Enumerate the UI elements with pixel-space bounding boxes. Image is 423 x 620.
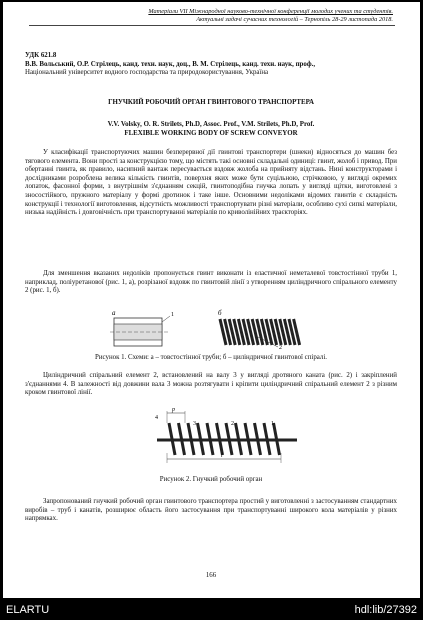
- fig2-callout-3: 3: [193, 421, 196, 427]
- authors-en: V.V. Volsky, O. R. Strilets, Ph.D, Assoc. Prof., V.M. Strilets, Ph.D, Prof.: [107, 121, 315, 128]
- paragraph-4: Запропонований гнучкий робочий орган гвинтового транспортера простий у виготовленні з застосуванням стандартних виробів – труб і канатів, розширює область його застосування при транспортуванні широкого кола матеріалів у різних напрямках.: [25, 498, 397, 523]
- figure-2: [153, 403, 303, 473]
- fig2-callout-2: 2: [231, 421, 234, 427]
- udk-code: УДК 621.8: [25, 52, 57, 59]
- paragraph-3: Циліндричний спіральний елемент 2, встановлений на валу 3 у вигляді дротяного каната (рис. 2) і закріплений з'єднаннями 4. В залежності від довжини вала 3 можна розтягувати і кріпити циліндричний спіральний елемент 2 з різним кроком гвинтової лінії.: [25, 372, 397, 397]
- running-header: [33, 8, 393, 24]
- footer-right-handle: hdl:lib/27392: [354, 604, 417, 616]
- title-ua: ГНУЧКИЙ РОБОЧИЙ ОРГАН ГВИНТОВОГО ТРАНСПОРТЕРА: [108, 99, 314, 106]
- fig1-label-b: б: [218, 309, 222, 317]
- fig1-callout-1: 1: [171, 312, 174, 318]
- repository-footer: [0, 600, 423, 620]
- figure-1: [108, 307, 358, 352]
- figure-2-caption: Рисунок 2. Гнучкий робочий орган: [159, 476, 263, 483]
- page-number: 166: [205, 572, 217, 579]
- fig2-dim-l: l: [221, 453, 223, 459]
- spiral-element-drawing: [220, 319, 300, 345]
- fig2-callout-4: 4: [155, 415, 158, 421]
- authors-ua: В.В. Вольський, О.Р. Стрілець, канд. техн. наук, доц., В. М. Стрілець, канд. техн. наук, проф.,: [25, 60, 316, 68]
- header-rule: [29, 25, 395, 26]
- title-en: FLEXIBLE WORKING BODY OF SCREW CONVEYOR: [124, 129, 298, 137]
- footer-left-label: ELARTU: [6, 604, 50, 616]
- fig1-label-a: а: [112, 309, 116, 317]
- fig1-callout-2: 2: [279, 345, 282, 351]
- header-line-1: Матеріали VII Міжнародної науково-технічної конференції молодих учених та студентів.: [148, 8, 393, 15]
- fig2-dim-p: p: [172, 407, 175, 413]
- thick-wall-tube-drawing: [110, 312, 174, 346]
- header-line-2: Актуальні задачі сучасних технологій – Тернопіль 28-29 листопада 2018.: [196, 16, 393, 23]
- paragraph-1: У класифікації транспортуючих машин безперервної дії гвинтові транспортери (шнеки) відносяться до машин без тягового елемента. Вони прості за конструкцією тому, що містять такі основні складальні одиниці: гвинт, жолоб і привод. При обертанні гвинта, як правило, насипний вантаж пересувається вздовж жолоба на прийняту відстань. Нині конструкторами і дослідниками розроблена велика кількість гвинтів, поверхня яких може бути суцільною, стрічковою, у вигляді окремих лопаток, фасонної форми, з внутрішнім з'єднанням секцій, гвинтоподібна гнучка лопать у вигляді щітки, виготовлені з зносостійкого, пружного матеріалу у формі дротинок і таке інше. Основними недоліками відомих гвинтів є складність конструкції і технології виготовлення, відсутність можливості транспортувати різні матеріали, особливо сухі сипкі матеріали, низька надійність і довговічність при транспортуванні матеріалів по криволінійних траєкторіях.: [25, 149, 397, 217]
- document-page: [3, 2, 420, 598]
- paragraph-2: Для зменшення вказаних недоліків пропонується гвинт виконати із еластичної неметалевої товстостінної труби 1, наприклад, поліуретанової (рис. 1, а), розрізаної вздовж по гвинтовій лінії з утворенням циліндричного спірального елементу 2 (рис. 1, б).: [25, 270, 397, 295]
- figure-1-caption: Рисунок 1. Схеми: а – товстостінної труби; б – циліндричної гвинтової спіралі.: [95, 354, 327, 361]
- fig2-callout-1: 1: [271, 421, 274, 427]
- institution: Національний університет водного господарства та природокористування, Україна: [25, 69, 269, 77]
